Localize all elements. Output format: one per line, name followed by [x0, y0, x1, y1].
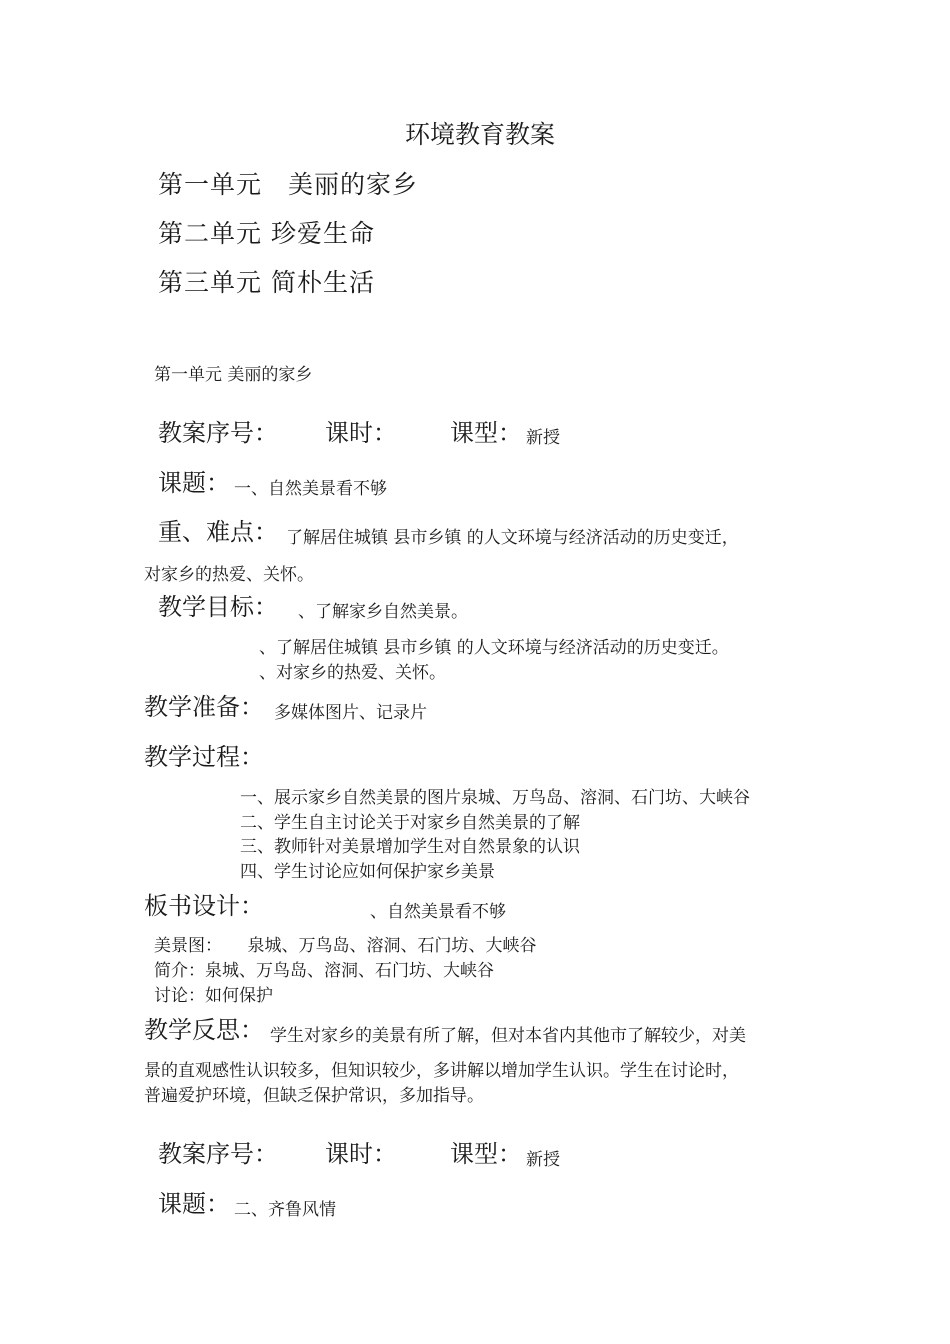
- lesson-type-value-2: 新授: [526, 1150, 560, 1170]
- reflection-line2: 景的直观感性认识较多，但知识较少，多讲解以增加学生认识。学生在讨论时，: [144, 1061, 739, 1081]
- goal-item-2: 、了解居住城镇 县市乡镇 的人文环境与经济活动的历史变迁。: [259, 638, 729, 658]
- unit-3: 第三单元 简朴生活: [158, 268, 375, 297]
- process-step-2: 二、学生自主讨论关于对家乡自然美景的了解: [240, 813, 580, 833]
- unit-2: 第二单元 珍爱生命: [158, 219, 375, 248]
- lesson-type-value: 新授: [526, 428, 560, 448]
- label-lesson-seq: 教案序号：: [158, 419, 278, 447]
- label-lesson-type: 课型：: [450, 419, 522, 447]
- key-points-line2: 对家乡的热爱、关怀。: [144, 565, 314, 585]
- process-step-4: 四、学生讨论应如何保护家乡美景: [240, 862, 495, 882]
- process-step-3: 三、教师针对美景增加学生对自然景象的认识: [240, 837, 580, 857]
- label-board-design: 板书设计：: [144, 892, 264, 920]
- goal-item-3: 、对家乡的热爱、关怀。: [259, 663, 446, 683]
- label-topic-2: 课题：: [158, 1190, 230, 1218]
- label-teaching-goals: 教学目标：: [158, 593, 278, 621]
- label-lesson-seq-2: 教案序号：: [158, 1140, 278, 1168]
- label-class-hours: 课时：: [325, 419, 397, 447]
- label-lesson-type-2: 课型：: [450, 1140, 522, 1168]
- goal-item-1: 、了解家乡自然美景。: [298, 602, 468, 622]
- topic-value: 一、自然美景看不够: [234, 479, 387, 499]
- label-key-points: 重、难点：: [158, 518, 278, 546]
- label-teaching-process: 教学过程：: [144, 743, 264, 771]
- board-line-3: 讨论：如何保护: [154, 986, 273, 1006]
- process-step-1: 一、展示家乡自然美景的图片泉城、万鸟岛、溶洞、石门坊、大峡谷: [240, 788, 750, 808]
- key-points-line1: 了解居住城镇 县市乡镇 的人文环境与经济活动的历史变迁，: [286, 528, 739, 548]
- label-reflection: 教学反思：: [144, 1016, 264, 1044]
- reflection-line3: 普遍爱护环境，但缺乏保护常识，多加指导。: [144, 1086, 484, 1106]
- topic-value-2: 二、齐鲁风情: [234, 1200, 336, 1220]
- board-title: 、自然美景看不够: [370, 902, 506, 922]
- section-heading: 第一单元 美丽的家乡: [154, 365, 313, 385]
- reflection-line1: 学生对家乡的美景有所了解，但对本省内其他市了解较少，对美: [270, 1026, 746, 1046]
- label-topic: 课题：: [158, 469, 230, 497]
- unit-1: 第一单元 美丽的家乡: [158, 170, 419, 199]
- preparation-value: 多媒体图片、记录片: [274, 703, 427, 723]
- board-line-2: 简介：泉城、万鸟岛、溶洞、石门坊、大峡谷: [154, 961, 494, 981]
- label-preparation: 教学准备：: [144, 693, 264, 721]
- label-class-hours-2: 课时：: [325, 1140, 397, 1168]
- board-line-1: 美景图： 泉城、万鸟岛、溶洞、石门坊、大峡谷: [154, 936, 537, 956]
- document-title: 环境教育教案: [405, 120, 556, 149]
